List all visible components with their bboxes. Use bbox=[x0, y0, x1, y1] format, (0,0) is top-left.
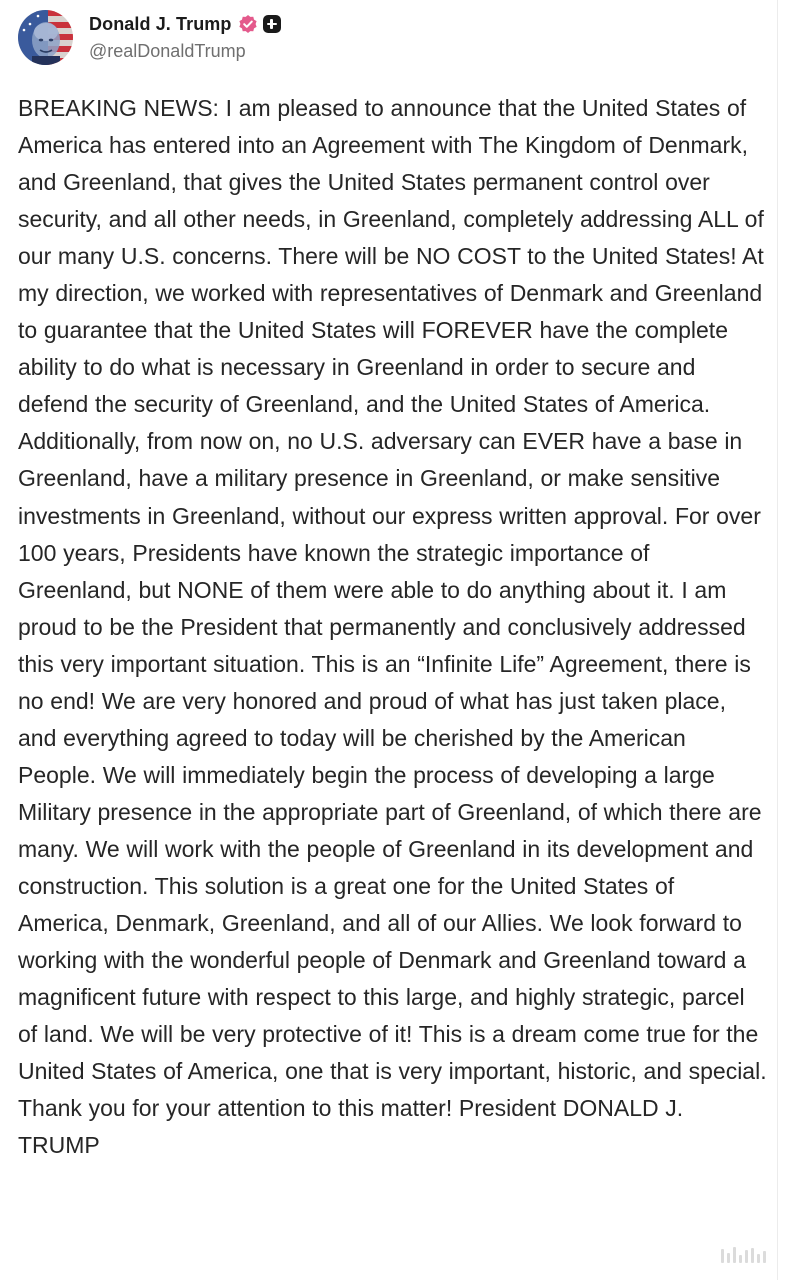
name-row bbox=[89, 11, 281, 37]
author-handle[interactable]: @realDonaldTrump bbox=[89, 41, 246, 61]
watermark bbox=[718, 1245, 766, 1263]
plus-badge-icon bbox=[263, 15, 281, 33]
author-names bbox=[89, 11, 281, 62]
post-text: BREAKING NEWS: I am pleased to announce that the United States of America has entered into an Agreement with The Kingdom of Denmark, and Greenland, that gives the United States permanent control over security, and all other needs, in Greenland, completely addressing ALL of our many U.S. concerns. There will be NO COST to the United States! At my direction, we worked with representatives of Denmark and Greenland to guarantee that the United States will FOREVER have the complete ability to do what is necessary in Greenland in order to secure and defend the security of Greenland, and the United States of America. Additionally, from now on, no U.S. adversary can EVER have a base in Greenland, have a military presence in Greenland, or make sensitive investments in Greenland, without our express written approval. For over 100 years, Presidents have known the strategic importance of Greenland, but NONE of them were able to do anything about it. I am proud to be the President that permanently and conclusively addressed this very important situation. This is an “Infinite Life” Agreement, there is no end! We are very honored and proud of what has just taken place, and everything agreed to today will be cherished by the American People. We will immediately begin the process of developing a large Military presence in the appropriate part of Greenland, of which there are many. We will work with the people of Greenland in its development and construction. This solution is a great one for the United States of America, Denmark, Greenland, and all of our Allies. We look forward to working with the wonderful people of Denmark and Greenland toward a magnificent future with respect to this large, and highly strategic, parcel of land. We will be very protective of it! This is a dream come true for the United States of America, one that is very important, historic, and special. Thank you for your attention to this matter! President DONALD J. TRUMP bbox=[18, 95, 773, 1159]
avatar[interactable] bbox=[18, 10, 73, 65]
avatar-portrait-flag bbox=[18, 10, 73, 65]
post-header bbox=[18, 10, 281, 65]
divider bbox=[777, 0, 778, 1280]
verified-badge-icon bbox=[238, 14, 258, 34]
author-display-name[interactable]: Donald J. Trump bbox=[89, 13, 232, 34]
